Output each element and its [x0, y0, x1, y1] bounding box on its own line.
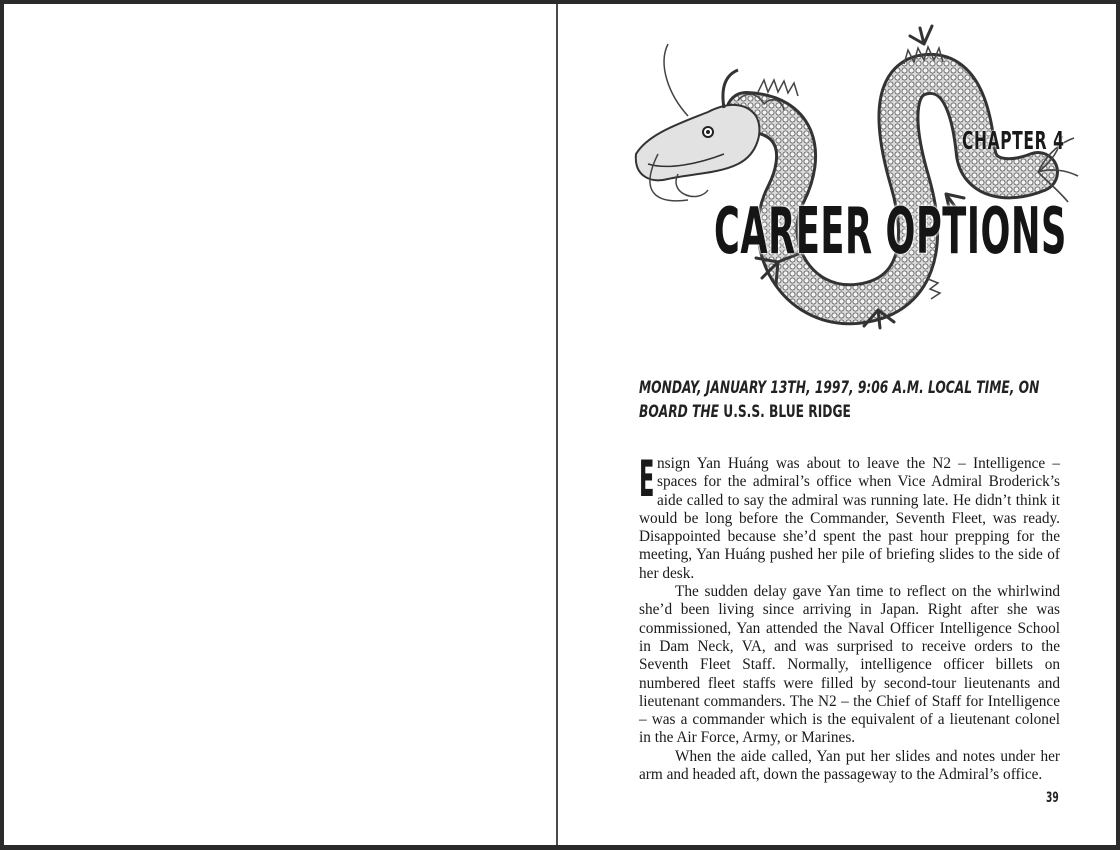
left-page-blank	[4, 4, 556, 845]
chapter-body	[639, 450, 1060, 784]
right-page	[558, 4, 1116, 845]
chapter-title: CAREER OPTIONS	[714, 195, 1067, 269]
dragon-icon	[628, 4, 1088, 344]
dateline-time: MONDAY, JANUARY 13TH, 1997, 9:06 A.M. LOCAL TIME, ON BOARD THE	[639, 378, 1040, 422]
dateline	[639, 376, 1069, 424]
drop-cap: E	[639, 450, 655, 508]
dateline-ship: U.S.S. BLUE RIDGE	[723, 402, 851, 422]
page-number: 39	[1046, 790, 1059, 806]
paragraph: The sudden delay gave Yan time to reflect on the whirlwind she’d been living since arriving in Japan. Right after she was commissioned, Yan attended the Naval Officer Intelligence School in Dam Neck, VA, and was surprised to receive orders to the Seventh Fleet Staff. Normally, intelligence officer billets on numbered fleet staffs were filled by second-tour lieutenants and lieutenant commanders. The N2 – the Chief of Staff for Intelligence – was a commander which is the equivalent of a lieutenant colonel in the Air Force, Army, or Marines.	[639, 583, 1060, 747]
chapter-number: CHAPTER 4	[962, 126, 1065, 155]
paragraph: When the aide called, Yan put her slides and notes under her arm and headed aft, down the passageway to the Admiral’s office.	[639, 747, 1060, 784]
book-spread	[4, 4, 1116, 845]
paragraph-text: nsign Yan Huáng was about to leave the N2 – Intelligence – spaces for the admiral’s office when Vice Admiral Broderick’s aide called to say the admiral was running late. He didn’t think it would be long before the Commander, Seventh Fleet, was ready. Disappointed because she’d spent the past hour prepping for the meeting, Yan Huáng pushed her pile of briefing slides to the side of her desk.	[639, 455, 1060, 582]
paragraph	[639, 450, 1060, 583]
